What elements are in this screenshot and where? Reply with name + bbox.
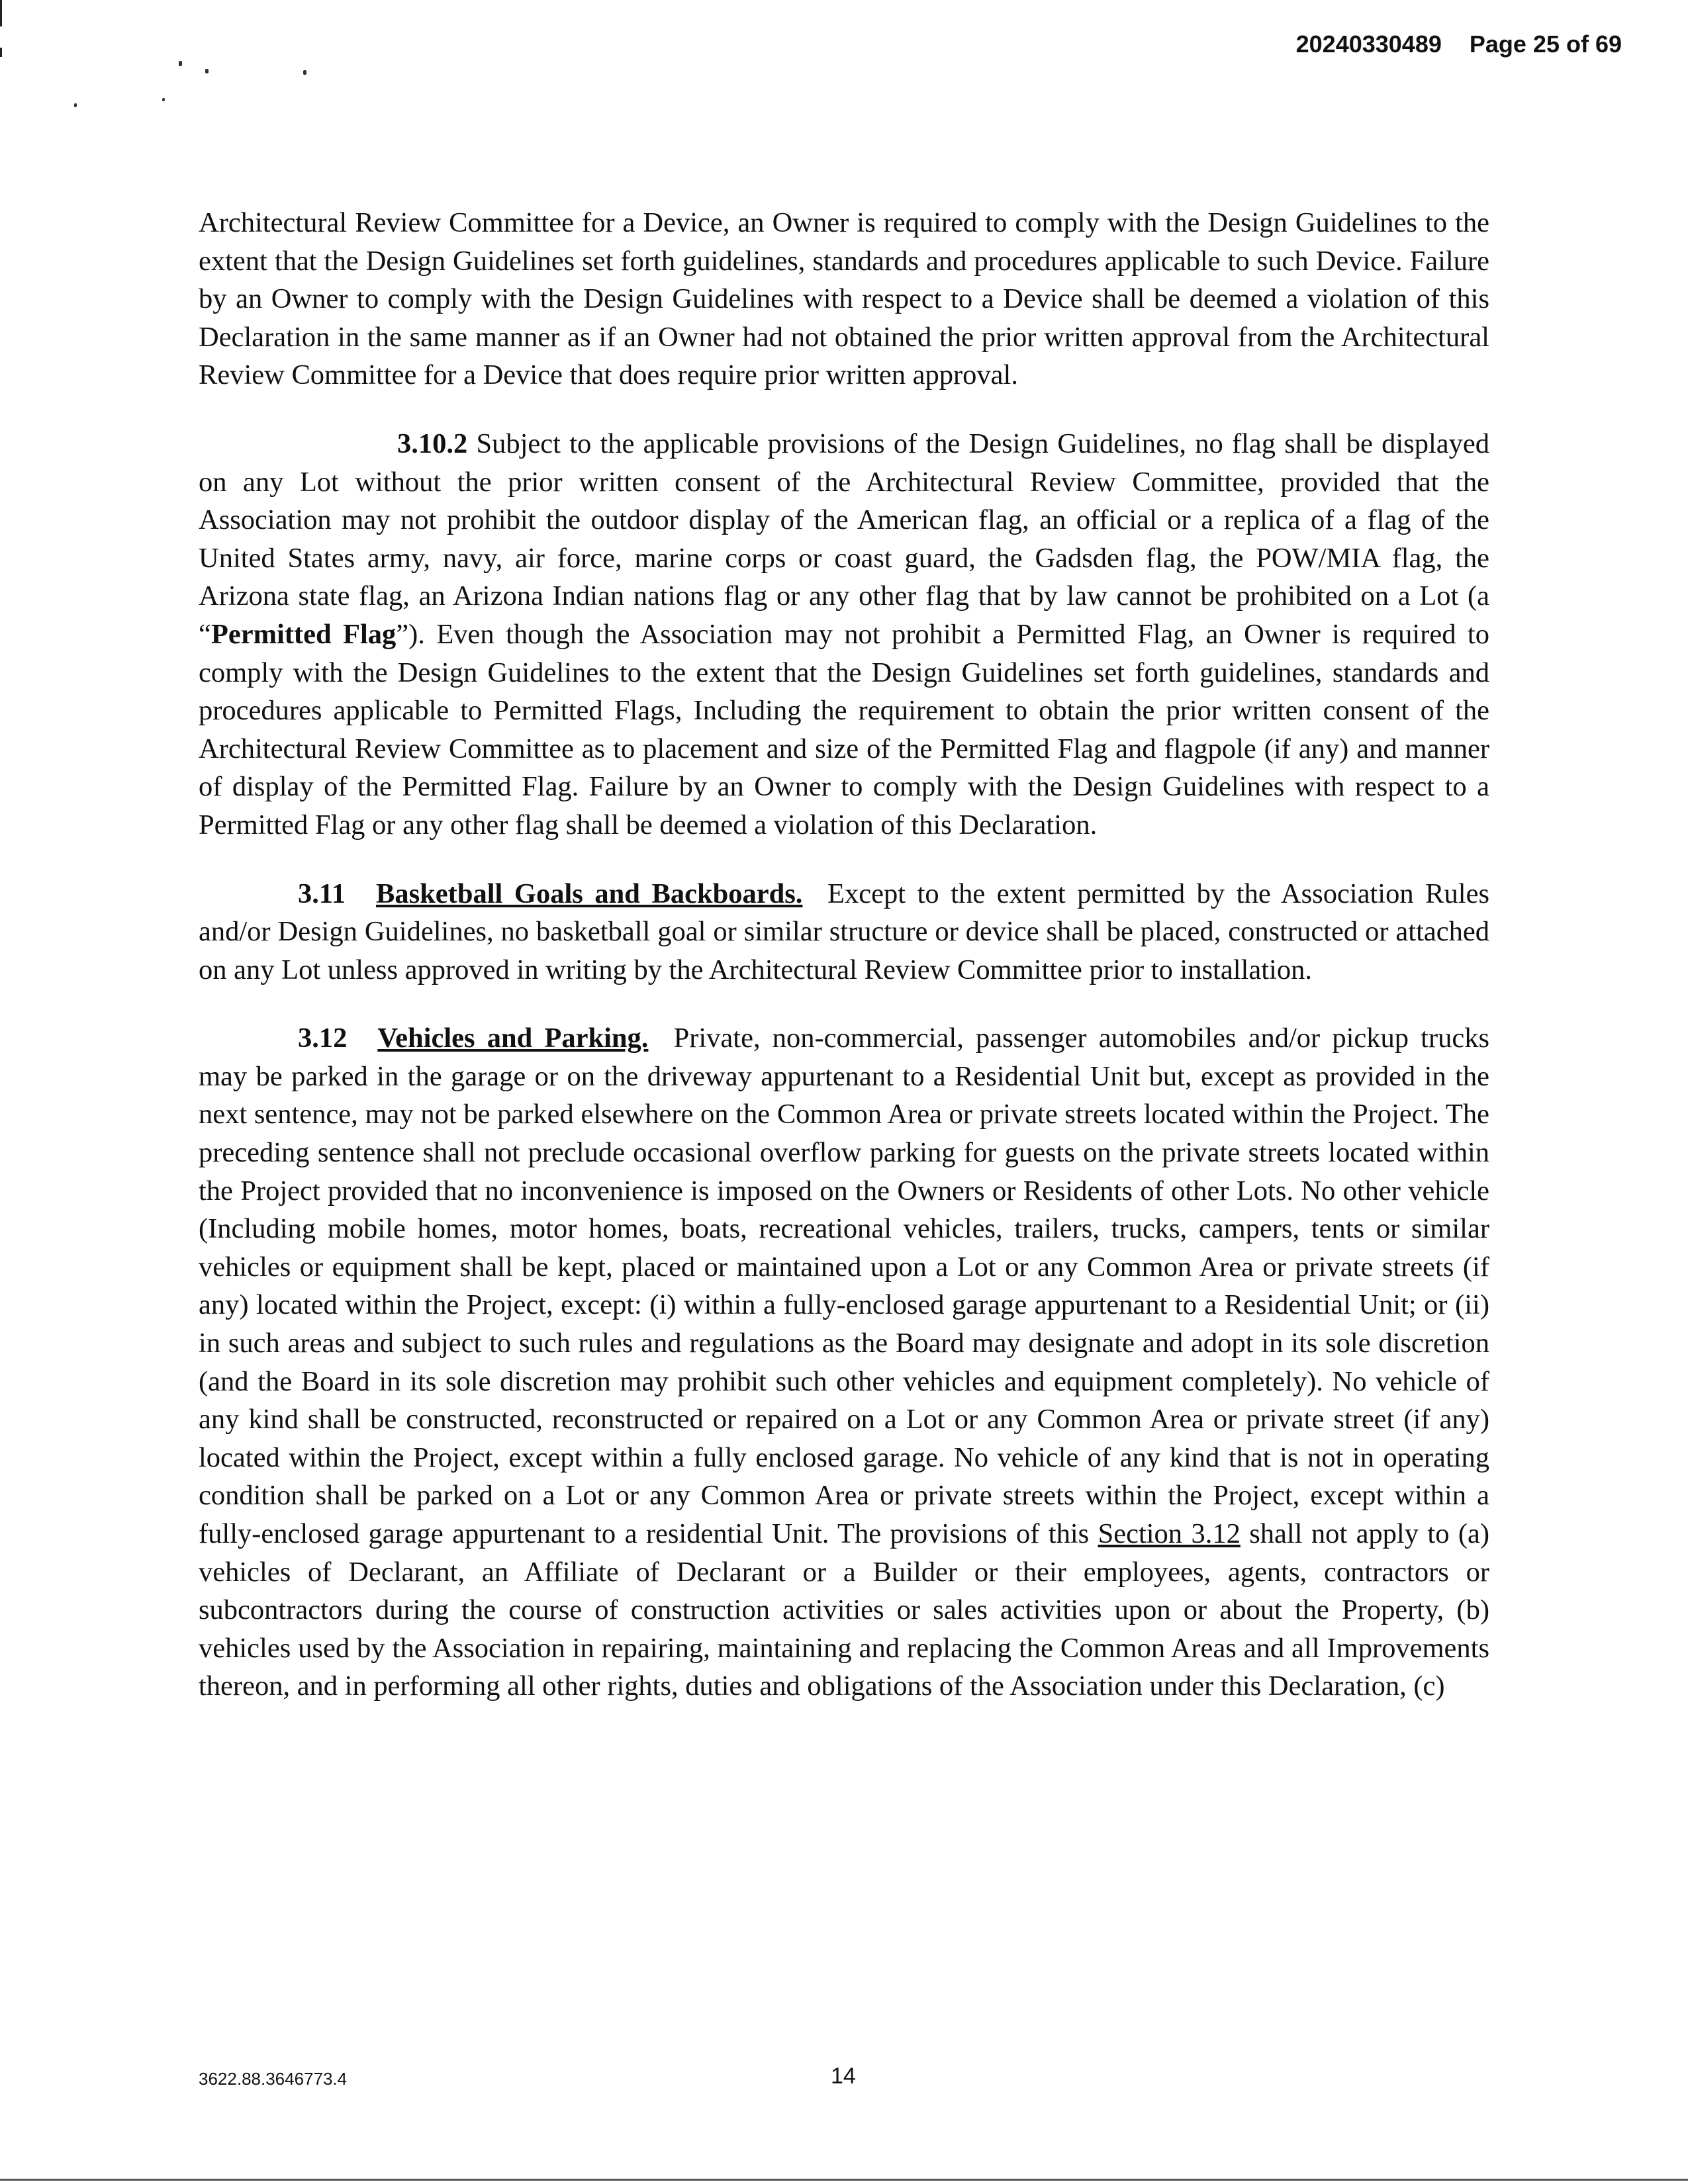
section-reference: Section 3.12	[1098, 1518, 1241, 1549]
section-text: ”). Even though the Association may not prohibit a Permitted Flag, an Owner is required to comply with the Design Guidelines to the extent that the Design Guidelines set forth guidelines, standards and procedures applicable to Permitted Flags, Including the requirement to obtain the prior written consent of the Architectural Review Committee as to placement and size of the Permitted Flag and flagpole (if any) and manner of display of the Permitted Flag. Failure by an Owner to comply with the Design Guidelines with respect to a Permitted Flag or any other flag shall be deemed a violation of this Declaration.	[199, 618, 1489, 841]
section-3-12	[199, 1019, 1489, 1706]
scan-edge-mark	[0, 0, 2, 26]
section-text: Private, non-commercial, passenger automobiles and/or pickup trucks may be parked in the garage or on the driveway appurtenant to a Residential Unit but, except as provided in the next sentence, may not be parked elsewhere on the Common Area or private streets located within the Project. The preceding sentence shall not preclude occasional overflow parking for guests on the private streets located within the Project provided that no inconvenience is imposed on the Owners or Residents of other Lots. No other vehicle (Including mobile homes, motor homes, boats, recreational vehicles, trailers, trucks, campers, tents or similar vehicles or equipment shall be kept, placed or maintained upon a Lot or any Common Area or private streets (if any) located within the Project, except: (i) within a fully-enclosed garage appurtenant to a Residential Unit; or (ii) in such areas and subject to such rules and regulations as the Board may designate and adopt in its sole discretion (and the Board in its sole discretion may prohibit such other vehicles and equipment completely). No vehicle of any kind shall be constructed, reconstructed or repaired on a Lot or any Common Area or private street (if any) located within the Project, except within a fully enclosed garage. No vehicle of any kind that is not in operating condition shall be parked on a Lot or any Common Area or private streets within the Project, except within a fully-enclosed garage appurtenant to a residential Unit. The provisions of this	[199, 1023, 1490, 1549]
scan-speck	[162, 98, 165, 101]
scan-speck	[74, 103, 77, 107]
scan-speck	[303, 70, 306, 75]
section-number: 3.12	[298, 1023, 348, 1054]
section-number: 3.10.2	[397, 428, 468, 459]
section-3-10-2	[199, 425, 1489, 844]
document-body	[199, 204, 1489, 1736]
scan-edge-mark	[0, 48, 2, 57]
section-title: Basketball Goals and Backboards.	[376, 878, 803, 909]
recording-header	[1296, 30, 1622, 58]
document-number: 20240330489	[1295, 30, 1442, 58]
section-title: Vehicles and Parking.	[377, 1023, 649, 1054]
footer-document-id: 3622.88.3646773.4	[199, 2069, 348, 2089]
defined-term: Permitted Flag	[211, 618, 397, 650]
section-3-11	[199, 875, 1489, 989]
section-number: 3.11	[298, 878, 346, 909]
section-text: Except to the extent permitted by the Association Rules and/or Design Guidelines, no basketball goal or similar structure or device shall be placed, constructed or attached on any Lot unless approved in writing by the Architectural Review Committee prior to installation.	[199, 878, 1489, 985]
page-label: Page 25 of 69	[1469, 30, 1622, 58]
paragraph-continuation: Architectural Review Committee for a Device, an Owner is required to comply with the Design Guidelines to the extent that the Design Guidelines set forth guidelines, standards and procedures applicable to such Device. Failure by an Owner to comply with the Design Guidelines with respect to a Device shall be deemed a violation of this Declaration in the same manner as if an Owner had not obtained the prior written approval from the Architectural Review Committee for a Device that does require prior written approval.	[199, 207, 1489, 391]
section-text: Subject to the applicable provisions of the Design Guidelines, no flag shall be displayed on any Lot without the prior written consent of the Architectural Review Committee, provided that the Association may not prohibit the outdoor display of the American flag, an official or a replica of a flag of the United States army, navy, air force, marine corps or coast guard, the Gadsden flag, the POW/MIA flag, the Arizona state flag, an Arizona Indian nations flag or any other flag that by law cannot be prohibited on a Lot (a “	[199, 428, 1489, 650]
footer-page-number: 14	[831, 2064, 856, 2089]
scan-bottom-edge	[0, 2179, 1688, 2181]
section-text: shall not apply to (a) vehicles of Declarant, an Affiliate of Declarant or a Builder or their employees, agents, contractors or subcontractors during the course of construction activities or sales activities upon or about the Property, (b) vehicles used by the Association in repairing, maintaining and replacing the Common Areas and all Improvements thereon, and in performing all other rights, duties and obligations of the Association under this Declaration, (c)	[199, 1518, 1489, 1702]
scan-speck	[205, 69, 209, 73]
scan-speck	[179, 61, 182, 66]
